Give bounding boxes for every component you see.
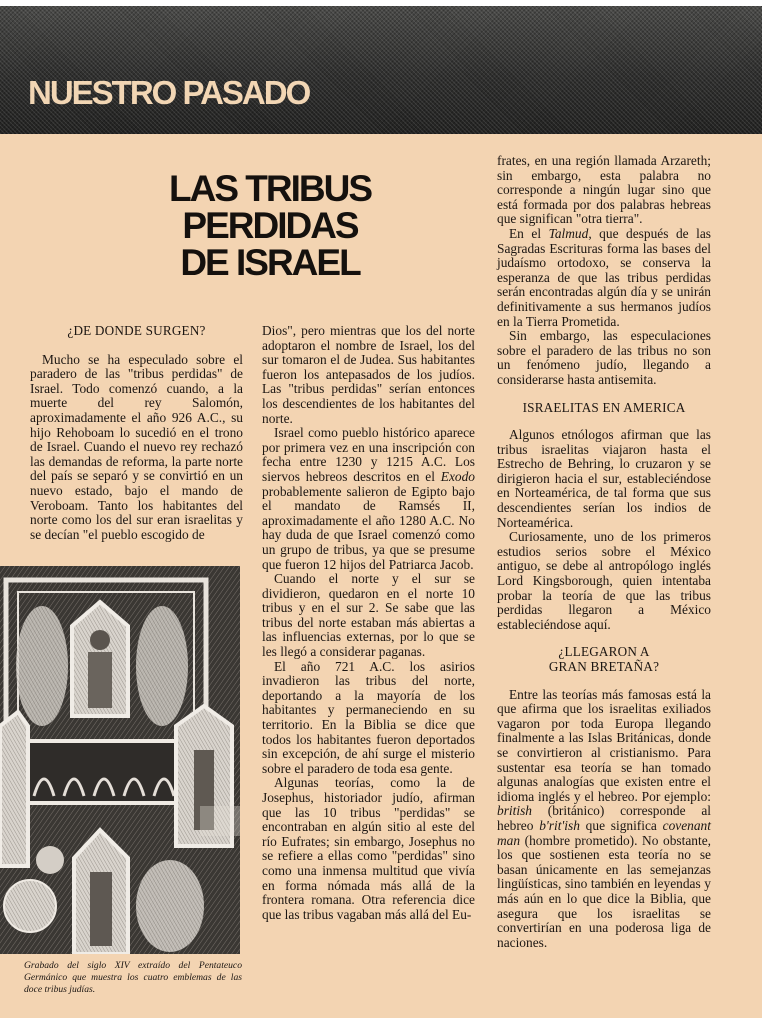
paragraph xyxy=(497,688,711,951)
magazine-page xyxy=(0,6,762,1018)
paragraph: Dios", pero mientras que los del norte adoptaron el nombre de Israel, los del sur tomaron el de Judea. Sus habitantes fueron los antepasados de los judíos. Las "tribus perdidas" serían entonces los descendientes de los habitantes del norte. xyxy=(262,323,475,426)
article-headline xyxy=(135,170,405,281)
paragraph: El año 721 A.C. los asirios invadieron las tribus del norte, deportando a la mayoría de los habitantes y permaneciendo en su territorio. En la Biblia se dice que todos los habitantes fueron deportados sin excepción, de ahí surge el misterio sobre el paradero de toda esa gente. xyxy=(262,658,475,776)
subheading-line-2: GRAN BRETAÑA? xyxy=(548,659,660,674)
text-span: , que después de las Sagradas Escrituras forma las bases del judaísmo ortodoxo, se conserva la esperanza de que las tribus perdidas serán encontradas algún día y se unirán definitivamente a sus hermanos judíos en la Tierra Prometida. xyxy=(497,225,712,329)
article-column-2 xyxy=(262,324,475,922)
text-span: probablemente salieron de Egipto bajo el mandato de Ramsés II, aproximadamente el año 1280 A.C. No hay duda de que Israel comenzó como un grupo de tribus, ya que se presume que fueron 12 hijos del Patriarca Jacob. xyxy=(262,483,475,572)
italic-text: covenant man xyxy=(497,817,711,848)
paragraph: Algunas teorías, como la de Josephus, historiador judío, afirman que las 10 tribus "perdidas" se encontraban en algún sitio al este del río Eufrates; sin embargo, Josephus no se refiere a ellas como "perdidas" sino como una inmensa multitud que vivía en forma nómada más allá de la frontera romana. Otra referencia dice que las tribus vagaban más allá del Eu- xyxy=(262,775,475,922)
paragraph xyxy=(262,426,475,572)
paragraph: Curiosamente, uno de los primeros estudios serios sobre el México antiguo, se debe al antropólogo inglés Lord Kingsborough, quien intentaba probar la teoría de que las tribus perdidas llegaron a México estableciéndose aquí. xyxy=(497,529,711,632)
headline-line-2: PERDIDAS xyxy=(182,205,358,246)
text-span: En el xyxy=(509,225,542,241)
engraving-image xyxy=(0,566,240,954)
section-title: NUESTRO PASADO xyxy=(28,74,310,111)
text-span: Entre las teorías más famosas está la que afirma que los israelitas exiliados vagaron por toda Europa llegando finalmente a las Islas Británicas, donde se convirtieron al cristianismo. Para sustentar esa teoría se han tomado algunas analogías que existen entre el idioma inglés y el hebreo. Por ejemplo: xyxy=(497,686,711,804)
paragraph: Sin embargo, las especulaciones sobre el paradero de las tribus no son un fenómeno judío, llegando a considerarse hasta antisemita. xyxy=(497,328,711,387)
italic-text: Exodo xyxy=(440,468,475,484)
paragraph: Mucho se ha especulado sobre el paradero de las "tribus perdidas" de Israel. Todo comenzó cuando, a la muerte del rey Salomón, aproximadamente el año 926 A.C., su hijo Rehoboam lo sucedió en el trono de Israel. Cuando el nuevo rey rechazó las demandas de reforma, la parte norte del país se separó y se convirtió en un nuevo estado, bajo el mando de Veroboam. Tanto los habitantes del norte como los del sur eran israelitas y se decían "el pueblo escogido de xyxy=(30,351,243,542)
subheading-israelitas-en-america: ISRAELITAS EN AMERICA xyxy=(522,399,686,415)
text-span: (hombre prometido). No obstante, los que sostienen esta teoría no se basan únicamente en las semejanzas lingüísticas, sino también en leyendas y más aún en lo que dice la Biblia, que asegura que los israelitas se convertirían en una poderosa liga de naciones. xyxy=(497,832,711,950)
italic-text: Talmud xyxy=(548,225,589,241)
subheading-line-1: ¿LLEGARON A xyxy=(558,644,650,660)
illustration-caption: Grabado del siglo XIV extraído del Pentateuco Germánico que muestra los cuatro emblemas de las doce tribus judías. xyxy=(24,960,242,995)
article-column-3 xyxy=(497,154,711,950)
text-span: que significa xyxy=(585,817,657,833)
section-banner xyxy=(0,6,762,134)
italic-text: b'rit'ish xyxy=(539,817,580,833)
text-span: Israel como pueblo histórico aparece por primera vez en una inscripción con fecha entre 1230 y 1215 A.C. Los siervos hebreos descritos en el xyxy=(262,425,475,484)
text-span: (británico) corresponde al hebreo xyxy=(497,803,711,833)
paragraph: Cuando el norte y el sur se dividieron, quedaron en el norte 10 tribus y en el sur 2. Se sabe que las tribus del norte estaban más abiertas a las influencias externas, por lo que se les llegó a considerar paganas. xyxy=(262,571,475,660)
paragraph: frates, en una región llamada Arzareth; sin embargo, esta palabra no corresponde a ningún lugar sino que está formada por dos palabras hebreas que significan "otra tierra". xyxy=(497,153,711,227)
medieval-engraving-illustration xyxy=(0,566,240,954)
italic-text: british xyxy=(497,803,532,819)
paragraph: Algunos etnólogos afirman que las tribus israelitas viajaron hasta el Estrecho de Behring, lo cruzaron y se dirigieron hacia el sur, estableciéndose en Norteamérica, de tal forma que sus descendientes serían los indios de Norteamérica. xyxy=(497,427,711,530)
headline-line-3: DE ISRAEL xyxy=(180,242,360,283)
subheading-de-donde-surgen: ¿DE DONDE SURGEN? xyxy=(67,323,206,338)
article-column-1 xyxy=(30,324,243,542)
paragraph xyxy=(497,227,711,329)
subheading-llegaron-a-gran-bretana xyxy=(497,645,711,674)
headline-line-1: LAS TRIBUS xyxy=(169,168,371,209)
